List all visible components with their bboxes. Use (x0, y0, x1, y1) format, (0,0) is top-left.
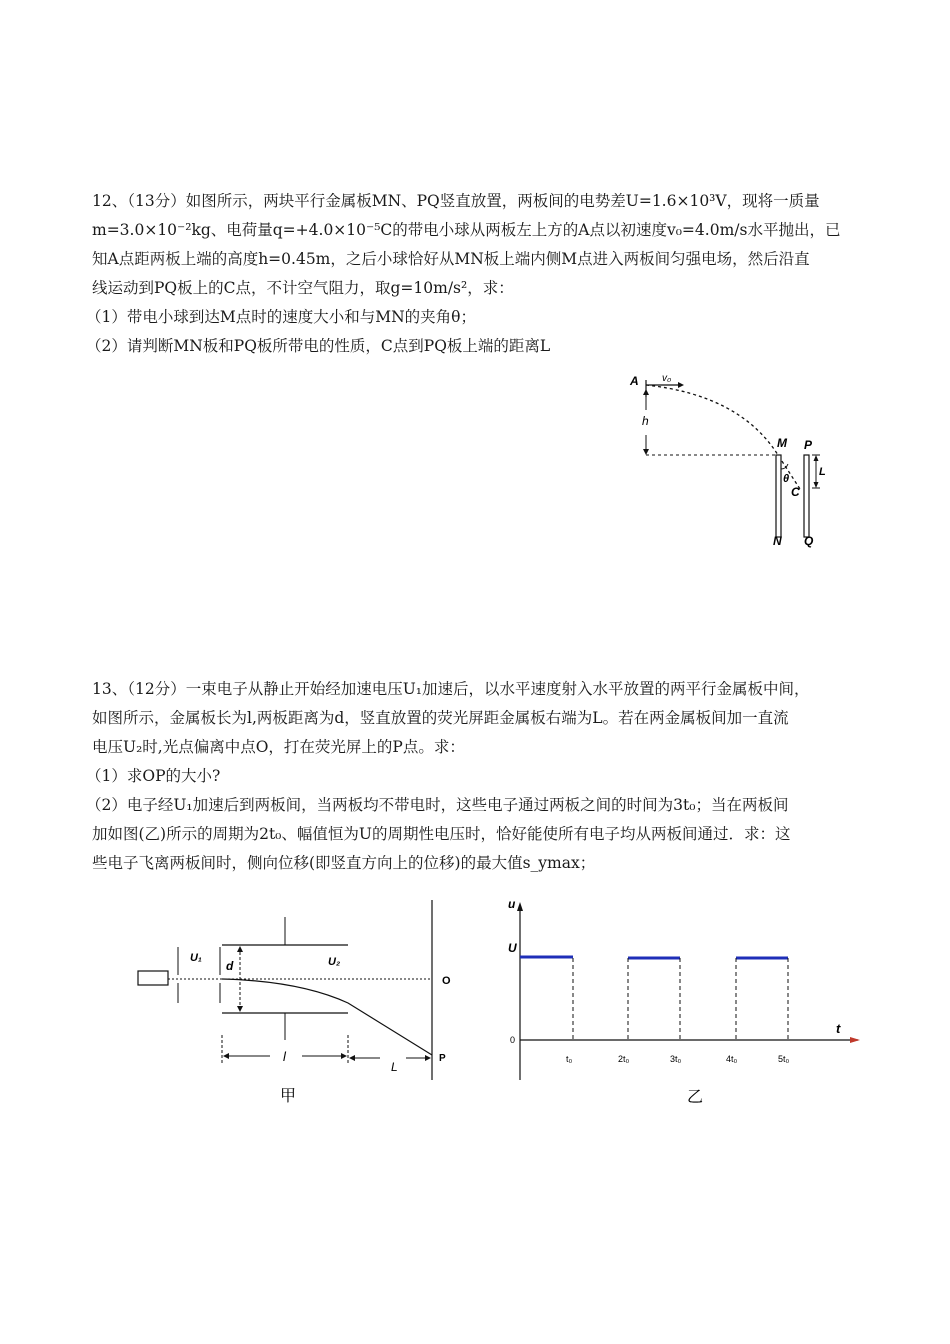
arrowhead-icon (814, 482, 819, 488)
label-v0: v₀ (662, 373, 672, 384)
label-l: l (283, 1049, 286, 1064)
figure-jia (130, 895, 460, 1110)
electron-gun-icon (138, 971, 168, 985)
electron-trajectory (222, 979, 432, 1055)
arrowhead-icon (237, 1006, 243, 1012)
q13-subquestion-2: （2）电子经U₁加速后到两板间，当两板均不带电时，这些电子通过两板之间的时间为3t₀；当在两板间 (86, 796, 789, 814)
q13-line-6: 加如图(乙)所示的周期为2t₀、幅值恒为U的周期性电压时，恰好能使所有电子均从两板间通过．求：这 (92, 825, 791, 843)
label-zero: 0 (510, 1035, 516, 1045)
q13-line-2: 如图所示，金属板长为l,两板距离为d，竖直放置的荧光屏距金属板右端为L。若在两金属板间加一直流 (92, 709, 789, 727)
arrowhead-icon (237, 946, 243, 952)
q12-subquestion-2: （2）请判断MN板和PQ板所带电的性质，C点到PQ板上端的距离L (86, 337, 551, 355)
label-h: h (642, 414, 649, 428)
arrowhead-icon (850, 1037, 860, 1043)
label-U1: U₁ (190, 952, 202, 964)
label-C: C (791, 485, 800, 499)
arrowhead-icon (678, 382, 684, 388)
label-theta: θ (783, 473, 790, 485)
q12-line-1: 12、（13分）如图所示，两块平行金属板MN、PQ竖直放置，两板间的电势差U=1.6×10³V，现将一质量 (92, 192, 820, 210)
label-P: P (439, 1053, 446, 1064)
q12-line-4: 线运动到PQ板上的C点，不计空气阻力，取g=10m/s²，求： (92, 279, 514, 297)
label-M: M (777, 436, 787, 450)
figure-yi (490, 890, 870, 1115)
label-L: L (819, 466, 826, 478)
label-U: U (508, 941, 517, 955)
arrowhead-icon (517, 902, 523, 911)
label-u: u (508, 897, 516, 911)
label-P: P (804, 438, 813, 452)
arrowhead-icon (643, 449, 649, 455)
arrowhead-icon (349, 1055, 355, 1061)
arrowhead-icon (223, 1053, 229, 1059)
caption-yi: 乙 (687, 1089, 704, 1106)
arrowhead-icon (814, 455, 819, 461)
tick-label: 2t₀ (618, 1054, 630, 1064)
q13-line-3: 电压U₂时,光点偏离中点O，打在荧光屏上的P点。求： (92, 738, 465, 756)
question-12 (86, 187, 862, 361)
label-L: L (391, 1060, 398, 1074)
label-d: d (226, 959, 234, 973)
plate-PQ (804, 455, 809, 537)
arrowhead-icon (341, 1053, 347, 1059)
label-N: N (773, 534, 782, 548)
question-13 (86, 675, 862, 878)
label-O: O (442, 975, 451, 987)
label-A: A (630, 374, 639, 388)
q12-figure (620, 365, 840, 555)
arrowhead-icon (425, 1055, 431, 1061)
q13-line-7: 些电子飞离两板间时，侧向位移(即竖直方向上的位移)的最大值s_ymax； (92, 854, 596, 872)
q12-line-3: 知A点距两板上端的高度h=0.45m，之后小球恰好从MN板上端内侧M点进入两板间匀强电场，然后沿直 (92, 250, 810, 268)
tick-label: 4t₀ (726, 1054, 738, 1064)
tick-label: 5t₀ (778, 1054, 790, 1064)
q13-line-1: 13、（12分）一束电子从静止开始经加速电压U₁加速后，以水平速度射入水平放置的两平行金属板中间， (92, 680, 810, 698)
label-U2: U₂ (328, 956, 341, 968)
q13-subquestion-1: （1）求OP的大小? (86, 767, 221, 785)
tick-label: 3t₀ (670, 1054, 682, 1064)
label-t: t (836, 1021, 841, 1036)
q12-line-2: m=3.0×10⁻²kg、电荷量q=+4.0×10⁻⁵C的带电小球从两板左上方的A点以初速度v₀=4.0m/s水平抛出，已 (92, 221, 841, 239)
caption-jia: 甲 (280, 1088, 297, 1105)
q12-subquestion-1: （1）带电小球到达M点时的速度大小和与MN的夹角θ； (86, 308, 476, 326)
arrowhead-icon (643, 389, 649, 395)
plate-MN (776, 455, 781, 537)
tick-label: t₀ (566, 1054, 573, 1064)
label-Q: Q (804, 534, 814, 548)
